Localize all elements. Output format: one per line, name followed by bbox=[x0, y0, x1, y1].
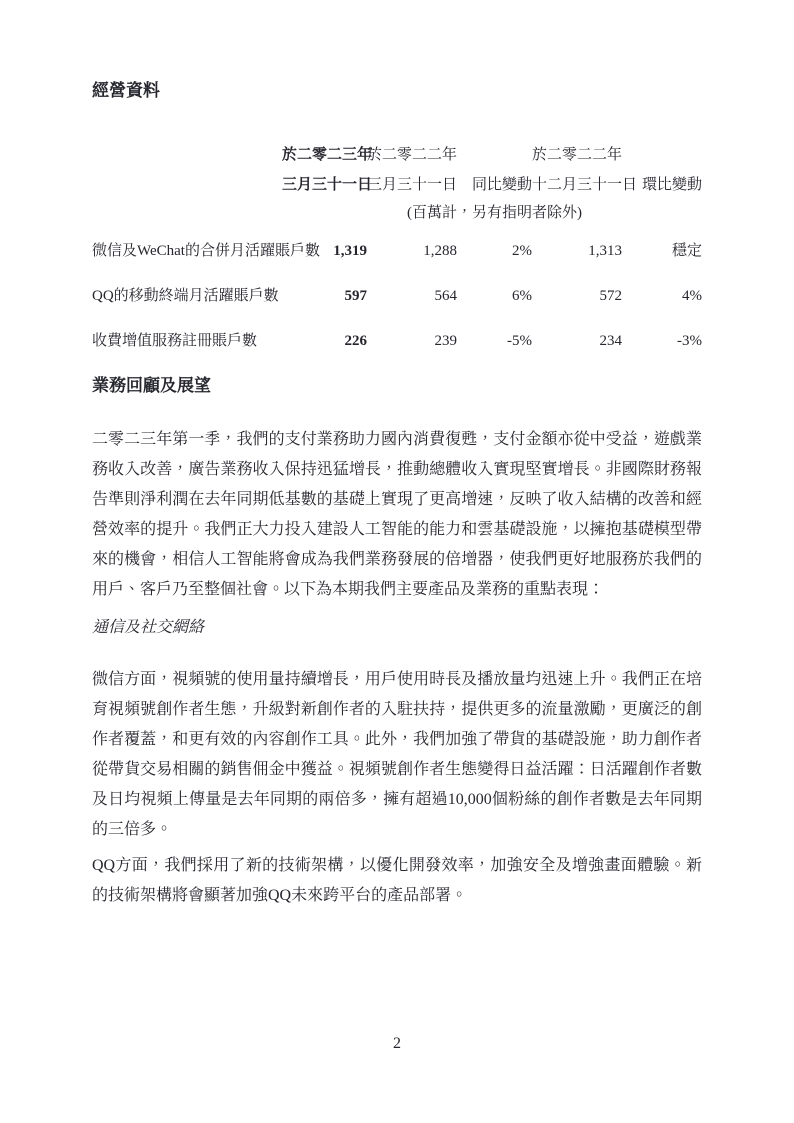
header-year-2022-q4: 於二零二二年 bbox=[532, 147, 623, 163]
page-number: 2 bbox=[393, 1035, 401, 1052]
header-year-yoy-blank bbox=[457, 140, 532, 170]
value-2022-12: 1,313 bbox=[588, 243, 622, 259]
operating-data-table bbox=[92, 140, 702, 375]
metric-label-wechat-mau: 微信及WeChat的合併月活躍賬戶數 bbox=[92, 243, 320, 259]
table-row bbox=[92, 285, 702, 330]
value-yoy: 6% bbox=[512, 288, 532, 304]
value-yoy: -5% bbox=[507, 333, 532, 349]
header-date-2022-12-31: 十二月三十一日 bbox=[532, 177, 638, 193]
value-2023-03: 1,319 bbox=[333, 243, 367, 259]
header-date-2023-03-31: 三月三十一日 bbox=[282, 177, 373, 193]
value-2023-03: 597 bbox=[344, 288, 367, 304]
header-year-2023: 於二零二三年 bbox=[282, 147, 373, 163]
communications-social-heading: 通信及社交網絡 bbox=[92, 619, 205, 636]
header-spacer-cell bbox=[282, 200, 367, 240]
metric-label-vas-registered: 收費增值服務註冊賬戶數 bbox=[92, 333, 258, 349]
value-2022-12: 234 bbox=[599, 333, 622, 349]
table-row bbox=[92, 330, 702, 375]
metric-label-qq-mobile-mau: QQ的移動終端月活躍賬戶數 bbox=[92, 288, 279, 304]
operating-data-heading: 經營資料 bbox=[92, 81, 160, 100]
wechat-paragraph: 微信方面，視頻號的使用量持續增長，用戶使用時長及播放量均迅速上升。我們正在培育視頻號創作者生態，升級對新創作者的入駐扶持，提供更多的流量激勵，更廣泛的創作者覆蓋，和更有效的內容創作工具。此外，我們加強了帶貨的基礎設施，助力創作者從帶貨交易相關的銷售佣金中獲益。視頻號創作者生態變得日益活躍：日活躍創作者數及日均視頻上傳量是去年同期的兩倍多，擁有超過10,000個粉絲的創作者數是去年同期的三倍多。 bbox=[92, 671, 702, 838]
table-header-row-date bbox=[92, 170, 702, 200]
table-unit-note: (百萬計，另有指明者除外) bbox=[407, 205, 582, 221]
value-2023-03: 226 bbox=[344, 333, 367, 349]
header-year-2022-q1: 於二零二二年 bbox=[367, 147, 458, 163]
table-header-row-year bbox=[92, 140, 702, 170]
value-2022-03: 564 bbox=[434, 288, 457, 304]
header-qoq-change: 環比變動 bbox=[641, 177, 702, 193]
qq-paragraph: QQ方面，我們採用了新的技術架構，以優化開發效率，加強安全及增強畫面體驗。新的技術架構將會顯著加強QQ未來跨平台的產品部署。 bbox=[92, 857, 702, 904]
header-spacer-cell bbox=[92, 140, 282, 170]
value-2022-03: 239 bbox=[434, 333, 457, 349]
business-review-heading: 業務回顧及展望 bbox=[92, 376, 211, 395]
header-year-qoq-blank bbox=[622, 140, 702, 170]
header-spacer-cell bbox=[92, 200, 282, 240]
table-header bbox=[92, 140, 702, 240]
table-body bbox=[92, 240, 702, 375]
header-spacer-cell bbox=[92, 170, 282, 200]
table-unit-note-row bbox=[92, 200, 702, 240]
table-row bbox=[92, 240, 702, 285]
business-review-intro-paragraph: 二零二三年第一季，我們的支付業務助力國內消費復甦，支付金額亦從中受益，遊戲業務收入改善，廣告業務收入保持迅猛增長，推動總體收入實現堅實增長。非國際財務報告準則淨利潤在去年同期低基數的基礎上實現了更高增速，反映了收入結構的改善和經營效率的提升。我們正大力投入建設人工智能的能力和雲基礎設施，以擁抱基礎模型帶來的機會，相信人工智能將會成為我們業務發展的倍增器，使我們更好地服務於我們的用戶、客戶乃至整個社會。以下為本期我們主要產品及業務的重點表現： bbox=[92, 431, 702, 598]
header-yoy-change: 同比變動 bbox=[471, 177, 532, 193]
value-qoq: -3% bbox=[677, 333, 702, 349]
header-spacer-cell bbox=[622, 200, 702, 240]
value-2022-12: 572 bbox=[599, 288, 622, 304]
header-date-2022-03-31: 三月三十一日 bbox=[367, 177, 458, 193]
value-qoq: 4% bbox=[682, 288, 702, 304]
value-qoq: 穩定 bbox=[671, 243, 702, 259]
value-yoy: 2% bbox=[512, 243, 532, 259]
value-2022-03: 1,288 bbox=[423, 243, 457, 259]
